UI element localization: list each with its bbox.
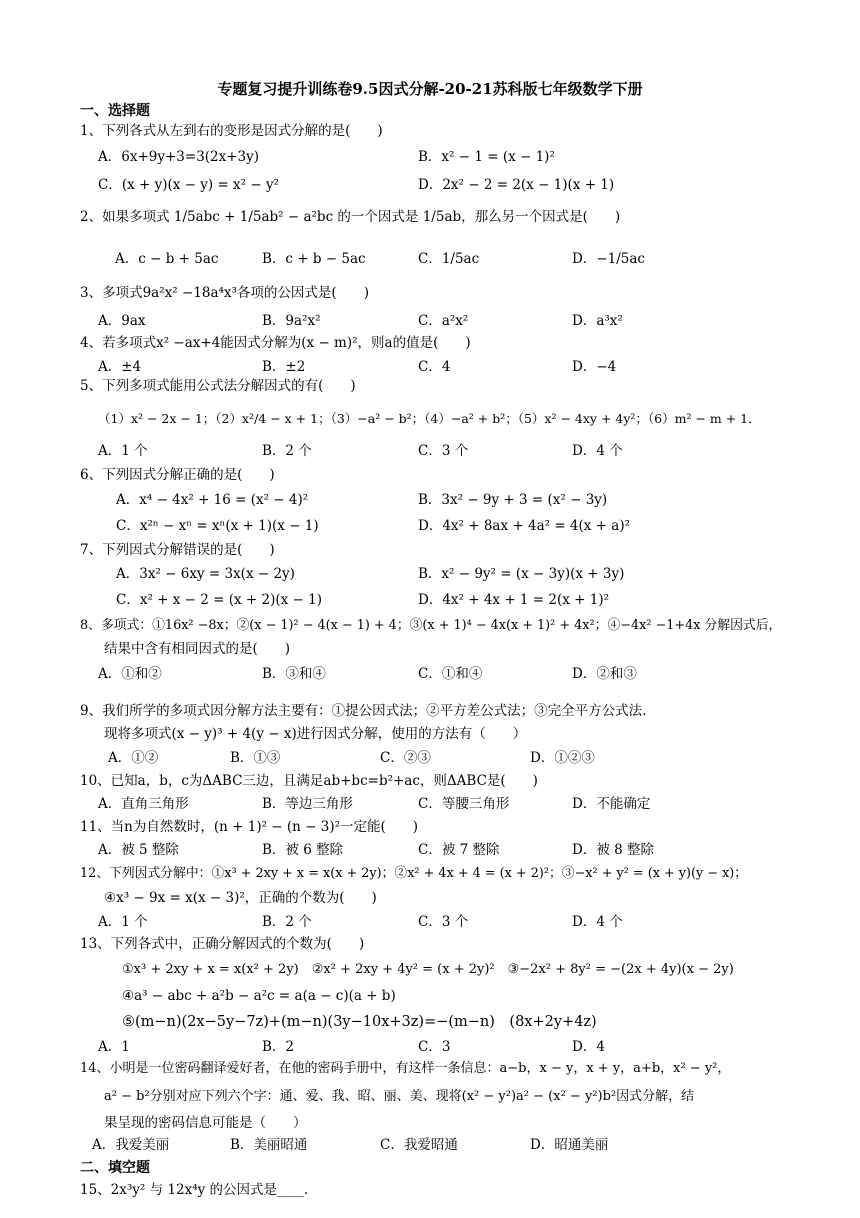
q11-option-d: D．被 8 整除: [572, 842, 654, 858]
question-12-stem-2: ④x³ − 9x = x(x − 3)²，正确的个数为( ): [104, 890, 377, 906]
page-title: 专题复习提升训练卷9.5因式分解-20-21苏科版七年级数学下册: [217, 80, 643, 98]
q8-option-d: D．②和③: [572, 666, 637, 682]
q1-option-c: C．(x + y)(x − y) = x² − y²: [98, 177, 280, 193]
q10-option-b: B．等边三角形: [262, 796, 353, 812]
q12-option-c: C．3 个: [418, 914, 469, 930]
question-9-stem-2: 现将多项式(x − y)³ + 4(y − x)进行因式分解，使用的方法有（ ）: [104, 726, 527, 742]
q14-option-a: A．我爱美丽: [92, 1137, 170, 1153]
q3-option-b: B．9a²x²: [262, 313, 321, 329]
q2-option-b: B．c + b − 5ac: [262, 251, 366, 267]
q6-option-a: A．x⁴ − 4x² + 16 = (x² − 4)²: [116, 492, 309, 508]
q11-option-a: A．被 5 整除: [98, 842, 179, 858]
q9-option-d: D．①②③: [530, 750, 595, 766]
q5-option-c: C．3 个: [418, 443, 469, 459]
q5-items: （1）x² − 2x − 1；（2）x²/4 − x + 1；（3）−a² − b²；（4）−a² + b²；（5）x² − 4xy + 4y²；（6）m² − m + 1．: [98, 411, 761, 426]
q11-option-c: C．被 7 整除: [418, 842, 500, 858]
q1-option-d: D．2x² − 2 = 2(x − 1)(x + 1): [418, 177, 615, 193]
q6-option-d: D．4x² + 8ax + 4a² = 4(x + a)²: [418, 518, 631, 534]
question-8-stem-2: 结果中含有相同因式的是( ): [104, 641, 291, 657]
q4-option-d: D．−4: [572, 359, 617, 375]
question-14-stem-2: a² − b²分别对应下列六个字：通、爱、我、昭、丽、美、现将(x² − y²)a² − (x² − y²)b²因式分解，结: [104, 1089, 695, 1104]
q10-option-c: C．等腰三角形: [418, 796, 510, 812]
q4-option-c: C．4: [418, 359, 451, 375]
q14-option-c: C．我爱昭通: [380, 1137, 458, 1153]
q10-option-d: D．不能确定: [572, 796, 651, 812]
q13-option-a: A．1: [98, 1039, 130, 1055]
q2-option-d: D．−1/5ac: [572, 251, 645, 267]
q8-option-a: A．①和②: [98, 666, 162, 682]
q6-option-c: C．x²ⁿ − xⁿ = xⁿ(x + 1)(x − 1): [116, 518, 319, 534]
question-13-stem: 13、下列各式中，正确分解因式的个数为( ): [80, 936, 365, 952]
q13-line-3: ⑤(m−n)(2x−5y−7z)+(m−n)(3y−10x+3z)=−(m−n) (8x+2y+4z): [122, 1014, 597, 1030]
q7-option-c: C．x² + x − 2 = (x + 2)(x − 1): [116, 592, 323, 608]
question-9-stem: 9、我们所学的多项式因分解方法主要有：①提公因式法；②平方差公式法；③完全平方公式法.: [80, 703, 647, 719]
q13-option-b: B．2: [262, 1039, 295, 1055]
q11-option-b: B．被 6 整除: [262, 842, 344, 858]
question-14-stem-3: 果呈现的密码信息可能是（ ）: [104, 1115, 307, 1131]
q13-option-d: D．4: [572, 1039, 605, 1055]
q13-line-1: ①x³ + 2xy + x = x(x² + 2y) ②x² + 2xy + 4y² = (x + 2y)² ③−2x² + 8y² = −(2x + 4y)(x − 2y): [122, 962, 734, 977]
question-11-stem: 11、当n为自然数时，(n + 1)² − (n − 3)²一定能( ): [80, 819, 419, 835]
question-1-stem: 1、下列各式从左到右的变形是因式分解的是( ): [80, 123, 383, 139]
q10-option-a: A．直角三角形: [98, 796, 189, 812]
question-12-stem: 12、下列因式分解中：①x³ + 2xy + x = x(x + 2y)；②x² + 4x + 4 = (x + 2)²；③−x² + y² = (x + y)(y − x)；: [80, 866, 748, 881]
q4-option-b: B．±2: [262, 359, 306, 375]
q3-option-c: C．a²x²: [418, 313, 469, 329]
question-14-stem: 14、小明是一位密码翻译爱好者，在他的密码手册中，有这样一条信息：a−b，x − y，x + y，a+b，x² − y²，: [80, 1061, 731, 1076]
question-8-stem: 8、多项式：①16x² −8x；②(x − 1)² − 4(x − 1) + 4；③(x + 1)⁴ − 4x(x + 1)² + 4x²；④−4x² −1+4x 分解因式后，: [80, 618, 782, 633]
q5-option-d: D．4 个: [572, 443, 623, 459]
q5-option-b: B．2 个: [262, 443, 312, 459]
q12-option-b: B．2 个: [262, 914, 312, 930]
q8-option-b: B．③和④: [262, 666, 326, 682]
q13-option-c: C．3: [418, 1039, 451, 1055]
q13-line-2: ④a³ − abc + a²b − a²c = a(a − c)(a + b): [122, 988, 396, 1004]
q9-option-c: C．②③: [380, 750, 431, 766]
section-heading-choice: 一、选择题: [80, 103, 150, 119]
question-3-stem: 3、多项式9a²x² −18a⁴x³各项的公因式是( ): [80, 285, 369, 301]
question-10-stem: 10、已知a，b，c为ΔABC三边，且满足ab+bc=b²+ac，则ΔABC是( ): [80, 773, 538, 789]
q1-option-a: A．6x+9y+3=3(2x+3y): [98, 149, 260, 165]
question-15-stem: 15、2x³y² 与 12x⁴y 的公因式是____.: [80, 1182, 309, 1198]
q5-option-a: A．1 个: [98, 443, 148, 459]
q12-option-a: A．1 个: [98, 914, 148, 930]
q14-option-b: B．美丽昭通: [230, 1137, 308, 1153]
question-4-stem: 4、若多项式x² −ax+4能因式分解为(x − m)²，则a的值是( ): [80, 335, 471, 351]
q9-option-a: A．①②: [108, 750, 159, 766]
q6-option-b: B．3x² − 9y + 3 = (x² − 3y): [418, 492, 608, 508]
q3-option-d: D．a³x²: [572, 313, 623, 329]
q3-option-a: A．9ax: [98, 313, 146, 329]
q12-option-d: D．4 个: [572, 914, 623, 930]
q14-option-d: D．昭通美丽: [530, 1137, 609, 1153]
question-5-stem: 5、下列多项式能用公式法分解因式的有( ): [80, 378, 356, 394]
q4-option-a: A．±4: [98, 359, 142, 375]
section-heading-fill: 二、填空题: [80, 1160, 150, 1176]
q7-option-d: D．4x² + 4x + 1 = 2(x + 1)²: [418, 592, 610, 608]
question-2-stem: 2、如果多项式 1/5abc + 1/5ab² − a²bc 的一个因式是 1/5ab，那么另一个因式是( ): [80, 209, 621, 225]
q7-option-a: A．3x² − 6xy = 3x(x − 2y): [116, 566, 295, 582]
q2-option-a: A．c − b + 5ac: [115, 251, 219, 267]
question-7-stem: 7、下列因式分解错误的是( ): [80, 542, 275, 558]
q1-option-b: B．x² − 1 = (x − 1)²: [418, 149, 555, 165]
q2-option-c: C．1/5ac: [418, 251, 480, 267]
q8-option-c: C．①和④: [418, 666, 483, 682]
q9-option-b: B．①③: [230, 750, 281, 766]
q7-option-b: B．x² − 9y² = (x − 3y)(x + 3y): [418, 566, 625, 582]
question-6-stem: 6、下列因式分解正确的是( ): [80, 467, 275, 483]
